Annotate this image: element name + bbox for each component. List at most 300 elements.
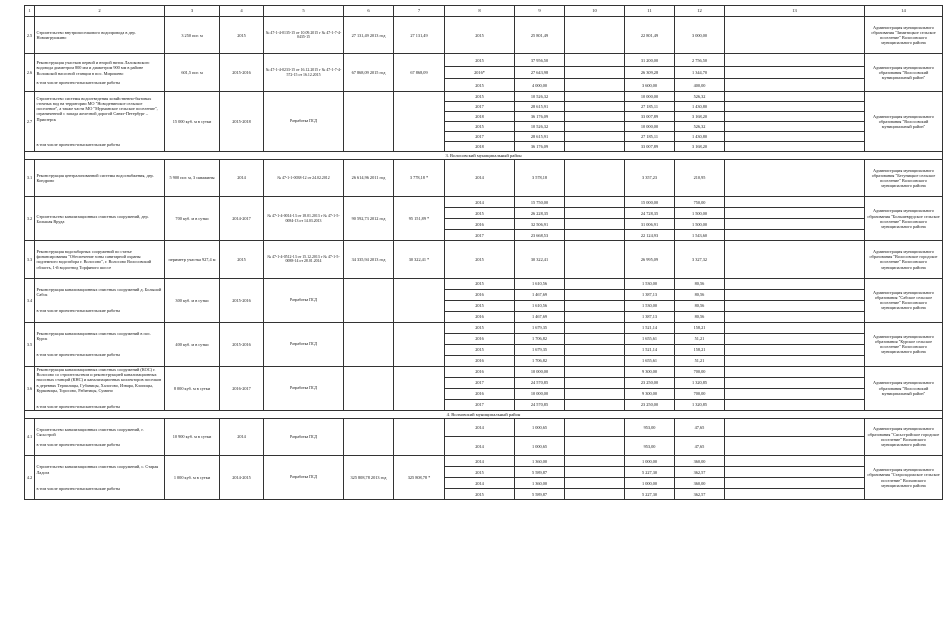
federal-budget <box>565 289 625 300</box>
estimated-cost: 34 335,94 2013 год <box>344 241 394 278</box>
municipal-budget: 1 344,70 <box>675 66 725 78</box>
item-name <box>35 197 165 241</box>
column-number: 13 <box>725 6 865 17</box>
total-financing: 1 679,35 <box>515 344 565 355</box>
item-name <box>35 418 165 455</box>
financing-year: 2015 <box>445 467 515 478</box>
financing-year: 2014 <box>445 478 515 489</box>
other-sources <box>725 322 865 333</box>
other-sources <box>725 333 865 344</box>
column-number: 11 <box>625 6 675 17</box>
permit-details: Разработка ПСД <box>264 278 344 322</box>
regional-budget: 1 000,00 <box>625 478 675 489</box>
municipal-budget: 80,56 <box>675 300 725 311</box>
construction-period: 2015-2016 <box>220 322 264 366</box>
federal-budget <box>565 478 625 489</box>
regional-budget: 9 300,00 <box>625 366 675 377</box>
municipal-budget: 750,00 <box>675 197 725 208</box>
section-title: 4. Волховский муниципальный район <box>25 410 943 418</box>
item-number: 4.1 <box>25 418 35 455</box>
municipal-budget: 700,00 <box>675 388 725 399</box>
column-number: 12 <box>675 6 725 17</box>
budget-recipient: Администрация муниципального образования "Бегуницкое сельское поселение" Волосовского муниципального района <box>865 159 943 196</box>
item-name <box>35 456 165 500</box>
regional-budget: 3 600,00 <box>625 79 675 91</box>
financing-year: 2015 <box>445 91 515 101</box>
budget-recipient: Администрация муниципального образования "Сабское сельское поселение" Волосовского муниципального района <box>865 278 943 322</box>
item-name <box>35 366 165 410</box>
other-sources <box>725 79 865 91</box>
column-number: 9 <box>515 6 565 17</box>
other-sources <box>725 121 865 131</box>
capacity: 700 куб. м в сутки <box>165 197 220 241</box>
column-number: 4 <box>220 6 264 17</box>
municipal-budget: 1 543,60 <box>675 230 725 241</box>
federal-budget <box>565 300 625 311</box>
federal-budget <box>565 344 625 355</box>
regional-budget: 1 530,00 <box>625 300 675 311</box>
item-number: 2.7 <box>25 91 35 151</box>
item-number: 3.3 <box>25 241 35 278</box>
column-number: 6 <box>344 6 394 17</box>
other-sources <box>725 141 865 151</box>
other-sources <box>725 91 865 101</box>
estimated-cost: 325 808,78 2013 год <box>344 456 394 500</box>
item-number: 3.5 <box>25 322 35 366</box>
regional-budget: 31 006,91 <box>625 219 675 230</box>
estimated-cost <box>344 278 394 322</box>
financing-year: 2015 <box>445 17 515 54</box>
regional-budget: 22 801,49 <box>625 17 675 54</box>
item-name <box>35 241 165 278</box>
section-heading-row <box>25 410 943 418</box>
total-financing: 10 526,32 <box>515 91 565 101</box>
budget-recipient: Администрация муниципального образования "Волосовский муниципальный район" <box>865 91 943 151</box>
document-page <box>24 5 940 500</box>
total-financing: 32 506,91 <box>515 219 565 230</box>
capacity: 3 250 пог. м <box>165 17 220 54</box>
permit-details: № 47-1-4-0512-13 от 15.12.2013 г № 47-1-5-0088-14 от 28.01.2014 <box>264 241 344 278</box>
municipal-budget: 210,95 <box>675 159 725 196</box>
item-name <box>35 91 165 151</box>
regional-budget: 31 200,00 <box>625 54 675 66</box>
federal-budget <box>565 489 625 500</box>
total-financing: 1 610,56 <box>515 300 565 311</box>
federal-budget <box>565 219 625 230</box>
federal-budget <box>565 333 625 344</box>
permit-details: № 47-1-4-0135-15 от 10.09.2015 г № 47-1-7-4-0435-15 <box>264 17 344 54</box>
regional-budget: 10 000,00 <box>625 121 675 131</box>
column-number: 1 <box>25 6 35 17</box>
other-sources <box>725 377 865 388</box>
federal-budget <box>565 79 625 91</box>
design-works-note: в том числе проектно-изыскательские работы <box>36 79 120 85</box>
budget-recipient: Администрация муниципального образования "Зимитицкое сельское поселение" Волосовского муниципального района <box>865 17 943 54</box>
other-sources <box>725 418 865 437</box>
regional-budget: 9 300,00 <box>625 388 675 399</box>
financing-year: 2015 <box>445 241 515 278</box>
regional-budget: 27 185,11 <box>625 101 675 111</box>
other-sources <box>725 344 865 355</box>
item-number: 3.6 <box>25 366 35 410</box>
item-name <box>35 322 165 366</box>
other-sources <box>725 456 865 467</box>
item-number: 3.2 <box>25 197 35 241</box>
column-number: 14 <box>865 6 943 17</box>
header-row <box>25 6 943 17</box>
permit-details: Разработка ПСД <box>264 418 344 455</box>
financing-year: 2016 <box>445 366 515 377</box>
object-name: Строительство внутрипоселкового водопровода в дер. Новоигрушкино <box>36 30 136 41</box>
object-name: Строительство канализационных очистных сооружений, дер. Большая Вруда <box>36 213 149 224</box>
estimated-cost <box>344 366 394 410</box>
total-financing: 1 706,82 <box>515 355 565 366</box>
other-sources <box>725 478 865 489</box>
municipal-budget: 526,32 <box>675 121 725 131</box>
other-sources <box>725 241 865 278</box>
total-financing: 4 000,00 <box>515 79 565 91</box>
municipal-budget: 1 320,85 <box>675 377 725 388</box>
estimated-cost: 27 131,49 2013 год <box>344 17 394 54</box>
financing-year: 2014 <box>445 197 515 208</box>
municipal-budget: 400,00 <box>675 79 725 91</box>
regional-budget: 1 655,61 <box>625 333 675 344</box>
object-name: Реконструкция водозаборных сооружений по статье финансирования "Обеспечение зоны санитарной охраны подземного водозабора г. Волосово", г. Волосово Волосовский область, 1-й водоотвод Торфяного шоссе <box>36 249 152 270</box>
capacity: периметр участка 927,4 м <box>165 241 220 278</box>
table-row <box>25 197 943 208</box>
other-sources <box>725 230 865 241</box>
item-number: 3.4 <box>25 278 35 322</box>
total-financing: 1 610,56 <box>515 278 565 289</box>
municipal-budget: 1 500,00 <box>675 208 725 219</box>
other-sources <box>725 159 865 196</box>
municipal-budget: 3 168,20 <box>675 141 725 151</box>
estimated-cost: 67 868,09 2015 год <box>344 54 394 91</box>
construction-period: 2015-2016 <box>220 278 264 322</box>
regional-budget: 5 227,30 <box>625 467 675 478</box>
municipal-budget: 360,00 <box>675 456 725 467</box>
other-sources <box>725 197 865 208</box>
design-works-note: в том числе проектно-изыскательские работы <box>36 441 120 447</box>
estimated-cost: 90 592,73 2012 год <box>344 197 394 241</box>
municipal-budget: 51,21 <box>675 333 725 344</box>
object-name: Реконструкция канализационных очистных сооружений в пос. Курск <box>36 330 152 342</box>
regional-budget: 33 007,89 <box>625 111 675 121</box>
spacer <box>37 297 163 308</box>
financing-year: 2015 <box>445 79 515 91</box>
other-sources <box>725 355 865 366</box>
regional-budget: 1 000,00 <box>625 456 675 467</box>
table-row <box>25 91 943 101</box>
federal-budget <box>565 159 625 196</box>
other-sources <box>725 66 865 78</box>
total-financing: 5 589,87 <box>515 467 565 478</box>
table-row <box>25 54 943 66</box>
federal-budget <box>565 101 625 111</box>
regional-budget: 1 387,13 <box>625 311 675 322</box>
other-sources <box>725 300 865 311</box>
item-name <box>35 159 165 196</box>
regional-budget: 10 000,00 <box>625 91 675 101</box>
permit-details: № 47-1-4-0233-15 от 16.12.2015 г № 47-1-7-4-572-15 от 16.12.2015 <box>264 54 344 91</box>
federal-budget <box>565 278 625 289</box>
total-financing: 28 615,91 <box>515 101 565 111</box>
column-number: 5 <box>264 6 344 17</box>
permit-details: Разработка ПСД <box>264 456 344 500</box>
estimated-cost: 26 614,96 2011 год <box>344 159 394 196</box>
permit-details: Разработка ПСД <box>264 366 344 410</box>
total-financing: 36 176,09 <box>515 111 565 121</box>
total-financing: 10 526,32 <box>515 121 565 131</box>
construction-period: 2015-2018 <box>220 91 264 151</box>
total-financing: 37 956,50 <box>515 54 565 66</box>
table-row <box>25 366 943 377</box>
total-financing: 24 570,85 <box>515 377 565 388</box>
other-sources <box>725 489 865 500</box>
financing-year: 2014 <box>445 456 515 467</box>
other-sources <box>725 219 865 230</box>
federal-budget <box>565 467 625 478</box>
remaining-cost <box>394 418 445 455</box>
federal-budget <box>565 141 625 151</box>
financing-year: 2016* <box>445 66 515 78</box>
other-sources <box>725 467 865 478</box>
design-works-note: в том числе проектно-изыскательские работы <box>36 404 120 410</box>
municipal-budget: 526,32 <box>675 91 725 101</box>
remaining-cost: 27 131,49 <box>394 17 445 54</box>
total-financing: 1 467,69 <box>515 289 565 300</box>
table-row <box>25 418 943 437</box>
federal-budget <box>565 66 625 78</box>
regional-budget: 1 530,00 <box>625 278 675 289</box>
permit-details: № 47-1-1-0038-12 от 24.02.2012 <box>264 159 344 196</box>
estimated-cost <box>344 91 394 151</box>
other-sources <box>725 399 865 410</box>
federal-budget <box>565 311 625 322</box>
municipal-budget: 2 756,50 <box>675 54 725 66</box>
other-sources <box>725 111 865 121</box>
permit-details: Разработка ПСД <box>264 91 344 151</box>
total-financing: 1 679,35 <box>515 322 565 333</box>
federal-budget <box>565 54 625 66</box>
municipal-budget: 362,57 <box>675 467 725 478</box>
total-financing: 28 615,91 <box>515 131 565 141</box>
municipal-budget: 51,21 <box>675 355 725 366</box>
design-works-note: в том числе проектно-изыскательские работы <box>36 485 120 491</box>
municipal-budget: 80,56 <box>675 311 725 322</box>
total-financing: 36 176,09 <box>515 141 565 151</box>
remaining-cost: 67 868,09 <box>394 54 445 91</box>
municipal-budget: 47,65 <box>675 437 725 456</box>
item-number: 4.2 <box>25 456 35 500</box>
section-title: 3. Волосовский муниципальный район <box>25 151 943 159</box>
other-sources <box>725 311 865 322</box>
municipal-budget: 3 327,32 <box>675 241 725 278</box>
other-sources <box>725 101 865 111</box>
total-financing: 23 668,53 <box>515 230 565 241</box>
financing-year: 2016 <box>445 333 515 344</box>
remaining-cost: 95 151,89 * <box>394 197 445 241</box>
regional-budget: 1 655,61 <box>625 355 675 366</box>
object-name: Строительство канализационных очистных сооружений, г. Сясьстрой <box>36 427 144 438</box>
federal-budget <box>565 366 625 377</box>
other-sources <box>725 131 865 141</box>
item-number: 2.6 <box>25 54 35 91</box>
federal-budget <box>565 17 625 54</box>
regional-budget: 1 387,13 <box>625 289 675 300</box>
financing-year: 2016 <box>445 289 515 300</box>
financing-year: 2017 <box>445 131 515 141</box>
financing-year: 2017 <box>445 101 515 111</box>
budget-recipient: Администрация муниципального образования "Волосовский муниципальный район" <box>865 366 943 410</box>
total-financing: 1 467,69 <box>515 311 565 322</box>
financing-year: 2018 <box>445 111 515 121</box>
financing-year: 2015 <box>445 54 515 66</box>
object-name: Реконструкция канализационных очистных сооружений (КОС) г. Волосово со строительством и реконструкцией канализационных насосных станций (КНС) и канализационных коллекторов поселков в деревнях Терпилицы, Губаницы, Халогово, Извара, Клопицы, Курковицы, Торосово, Рабитицы, Сумино <box>36 367 162 393</box>
remaining-cost <box>394 278 445 322</box>
municipal-budget: 1 430,80 <box>675 101 725 111</box>
municipal-budget: 47,65 <box>675 418 725 437</box>
table-row <box>25 456 943 467</box>
regional-budget: 27 185,11 <box>625 131 675 141</box>
municipal-budget: 80,56 <box>675 278 725 289</box>
object-name: Реконструкция участков первой и второй ниток Лалоковского водовода диаметром 800 мм и диаметром 900 мм в районе Воложской насосной станции в пос. Мирошево <box>36 60 150 76</box>
financing-year: 2017 <box>445 377 515 388</box>
other-sources <box>725 208 865 219</box>
total-financing: 10 000,00 <box>515 388 565 399</box>
financing-year: 2016 <box>445 388 515 399</box>
permit-details: Разработка ПСД <box>264 322 344 366</box>
table-row <box>25 159 943 196</box>
federal-budget <box>565 322 625 333</box>
remaining-cost <box>394 322 445 366</box>
total-financing: 30 322,41 <box>515 241 565 278</box>
federal-budget <box>565 399 625 410</box>
design-works-note: в том числе проектно-изыскательские работы <box>36 141 120 147</box>
federal-budget <box>565 388 625 399</box>
regional-budget: 15 000,00 <box>625 197 675 208</box>
object-name: Строительство системы водоотведения хозяйственно-бытовых сточных вод на территории МО "Новоденинское сельское поселение", а также части МО "Мурманское сельское поселение", ограниченной с запада железной дорогой Санкт-Петербург – Приозерск <box>36 95 158 122</box>
item-name <box>35 17 165 54</box>
financing-year: 2015 <box>445 344 515 355</box>
financing-year: 2014 <box>445 159 515 196</box>
capacity: 300 куб. м в сутки <box>165 278 220 322</box>
remaining-cost: 30 322,41 * <box>394 241 445 278</box>
column-number: 7 <box>394 6 445 17</box>
program-table <box>24 5 943 500</box>
federal-budget <box>565 91 625 101</box>
total-financing: 27 643,98 <box>515 66 565 78</box>
total-financing: 25 801,49 <box>515 17 565 54</box>
other-sources <box>725 388 865 399</box>
other-sources <box>725 366 865 377</box>
total-financing: 1 360,00 <box>515 456 565 467</box>
column-number: 10 <box>565 6 625 17</box>
estimated-cost <box>344 322 394 366</box>
remaining-cost <box>394 366 445 410</box>
capacity: 10 900 куб. м в сутки <box>165 418 220 455</box>
construction-period: 2015 <box>220 241 264 278</box>
capacity: 1 000 куб. м в сутки <box>165 456 220 500</box>
total-financing: 5 589,87 <box>515 489 565 500</box>
column-number: 2 <box>35 6 165 17</box>
other-sources <box>725 54 865 66</box>
table-row <box>25 17 943 54</box>
total-financing: 1 000,65 <box>515 418 565 437</box>
federal-budget <box>565 456 625 467</box>
regional-budget: 953,00 <box>625 437 675 456</box>
total-financing: 1 360,00 <box>515 478 565 489</box>
item-name <box>35 278 165 322</box>
total-financing: 1 000,65 <box>515 437 565 456</box>
table-row <box>25 322 943 333</box>
permit-details: № 47-1-4-0014-13 от 18.01.2013 г № 47-1-5-0084-13 от 14.03.2013 <box>264 197 344 241</box>
financing-year: 2015 <box>445 278 515 289</box>
federal-budget <box>565 437 625 456</box>
other-sources <box>725 278 865 289</box>
regional-budget: 5 227,30 <box>625 489 675 500</box>
other-sources <box>725 437 865 456</box>
municipal-budget: 1 320,85 <box>675 399 725 410</box>
municipal-budget: 1 500,00 <box>675 219 725 230</box>
regional-budget: 26 309,28 <box>625 66 675 78</box>
regional-budget: 26 995,09 <box>625 241 675 278</box>
financing-year: 2014 <box>445 418 515 437</box>
municipal-budget: 700,00 <box>675 366 725 377</box>
financing-year: 2015 <box>445 489 515 500</box>
table-row <box>25 241 943 278</box>
column-number: 3 <box>165 6 220 17</box>
financing-year: 2016 <box>445 311 515 322</box>
financing-year: 2017 <box>445 399 515 410</box>
object-name: Строительство канализационных очистных сооружений, с. Старая Ладога <box>36 464 159 475</box>
budget-recipient: Администрация муниципального образования "Большеврудское сельское поселение" Волосовского муниципального района <box>865 197 943 241</box>
construction-period: 2014-2015 <box>220 456 264 500</box>
budget-recipient: Администрация муниципального образования "Волосовское городское поселение" Волосовского муниципального района <box>865 241 943 278</box>
regional-budget: 3 357,23 <box>625 159 675 196</box>
design-works-note: в том числе проектно-изыскательские работы <box>36 352 120 358</box>
financing-year: 2018 <box>445 141 515 151</box>
financing-year: 2016 <box>445 219 515 230</box>
financing-year: 2015 <box>445 322 515 333</box>
capacity: 5 900 пог. м, 3 скважины <box>165 159 220 196</box>
municipal-budget: 158,21 <box>675 322 725 333</box>
regional-budget: 23 250,00 <box>625 399 675 410</box>
remaining-cost: 3 778,18 * <box>394 159 445 196</box>
federal-budget <box>565 241 625 278</box>
regional-budget: 33 007,89 <box>625 141 675 151</box>
remaining-cost <box>394 91 445 151</box>
section-heading-row <box>25 151 943 159</box>
column-number: 8 <box>445 6 515 17</box>
capacity: 400 куб. м в сутки <box>165 322 220 366</box>
municipal-budget: 362,57 <box>675 489 725 500</box>
regional-budget: 1 521,14 <box>625 322 675 333</box>
construction-period: 2016-2017 <box>220 366 264 410</box>
federal-budget <box>565 208 625 219</box>
estimated-cost <box>344 418 394 455</box>
total-financing: 24 570,85 <box>515 399 565 410</box>
construction-period: 2014 <box>220 159 264 196</box>
federal-budget <box>565 131 625 141</box>
financing-year: 2015 <box>445 300 515 311</box>
municipal-budget: 3 000,00 <box>675 17 725 54</box>
total-financing: 1 706,82 <box>515 333 565 344</box>
spacer <box>37 393 163 404</box>
federal-budget <box>565 111 625 121</box>
municipal-budget: 158,21 <box>675 344 725 355</box>
object-name: Реконструкция централизованной системы водоснабжения, дер. Кондрово <box>36 172 154 184</box>
